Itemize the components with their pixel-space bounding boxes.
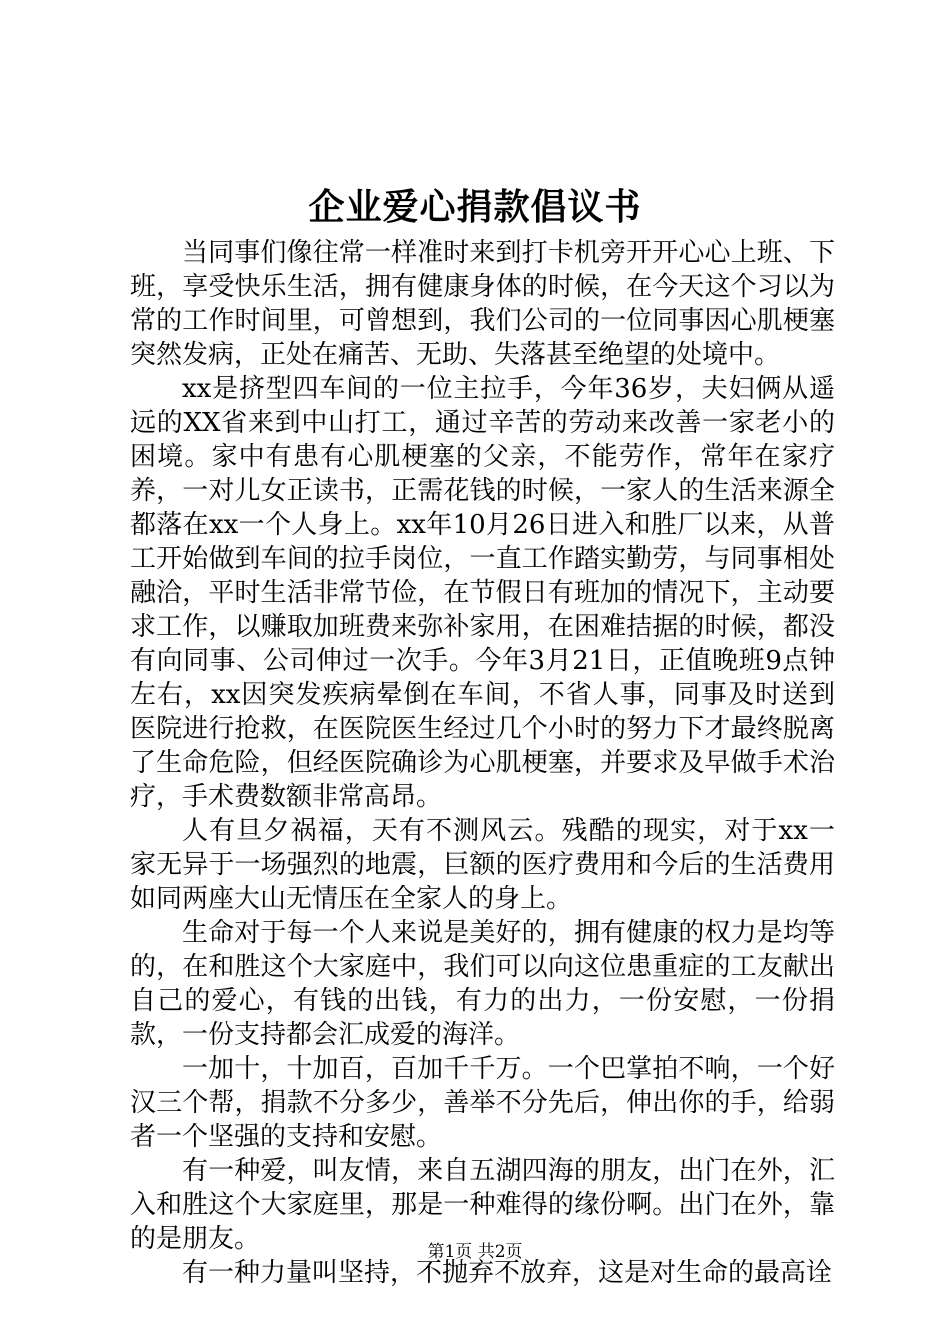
paragraph-5: 一加十，十加百，百加千千万。一个巴掌拍不响，一个好汉三个帮，捐款不分多少，善举不分先后，伸出你的手，给弱者一个坚强的支持和安慰。 bbox=[130, 1054, 835, 1152]
paragraph-4: 生命对于每一个人来说是美好的，拥有健康的权力是均等的，在和胜这个大家庭中，我们可以向这位患重症的工友献出自己的爱心，有钱的出钱，有力的出力，一份安慰，一份捐款，一份支持都会汇成爱的海洋。 bbox=[130, 918, 835, 1050]
paragraph-2: xx是挤型四车间的一位主拉手，今年36岁，夫妇俩从遥远的XX省来到中山打工，通过辛苦的劳动来改善一家老小的困境。家中有患有心肌梗塞的父亲，不能劳作，常年在家疗养，一对儿女正读书，正需花钱的时候，一家人的生活来源全都落在xx一个人身上。xx年10月26日进入和胜厂以来，从普工开始做到车间的拉手岗位，一直工作踏实勤劳，与同事相处融洽，平时生活非常节俭，在节假日有班加的情况下，主动要求工作，以赚取加班费来弥补家用，在困难拮据的时候，都没有向同事、公司伸过一次手。今年3月21日，正值晚班9点钟左右，xx因突发疾病晕倒在车间，不省人事，同事及时送到医院进行抢救，在医院医生经过几个小时的努力下才最终脱离了生命危险，但经医院确诊为心肌梗塞，并要求及早做手术治疗，手术费数额非常高昂。 bbox=[130, 374, 835, 812]
paragraph-3: 人有旦夕祸福，天有不测风云。残酷的现实，对于xx一家无异于一场强烈的地震，巨额的医疗费用和今后的生活费用如同两座大山无情压在全家人的身上。 bbox=[130, 816, 835, 914]
document-body bbox=[130, 236, 835, 1290]
document-title: 企业爱心捐款倡议书 bbox=[308, 186, 642, 228]
paragraph-1: 当同事们像往常一样准时来到打卡机旁开开心心上班、下班，享受快乐生活，拥有健康身体的时候，在今天这个习以为常的工作时间里，可曾想到，我们公司的一位同事因心肌梗塞突然发病，正处在痛苦、无助、失落甚至绝望的处境中。 bbox=[130, 238, 835, 370]
paragraph-6: 有一种爱，叫友情，来自五湖四海的朋友，出门在外，汇入和胜这个大家庭里，那是一种难得的缘份啊。出门在外，靠的是朋友。 bbox=[130, 1156, 835, 1254]
paragraph-7: 有一种力量叫坚持，不抛弃不放弃，这是对生命的最高诠 bbox=[182, 1258, 833, 1288]
page-number-footer: 第1页 共2页 bbox=[427, 1242, 523, 1262]
